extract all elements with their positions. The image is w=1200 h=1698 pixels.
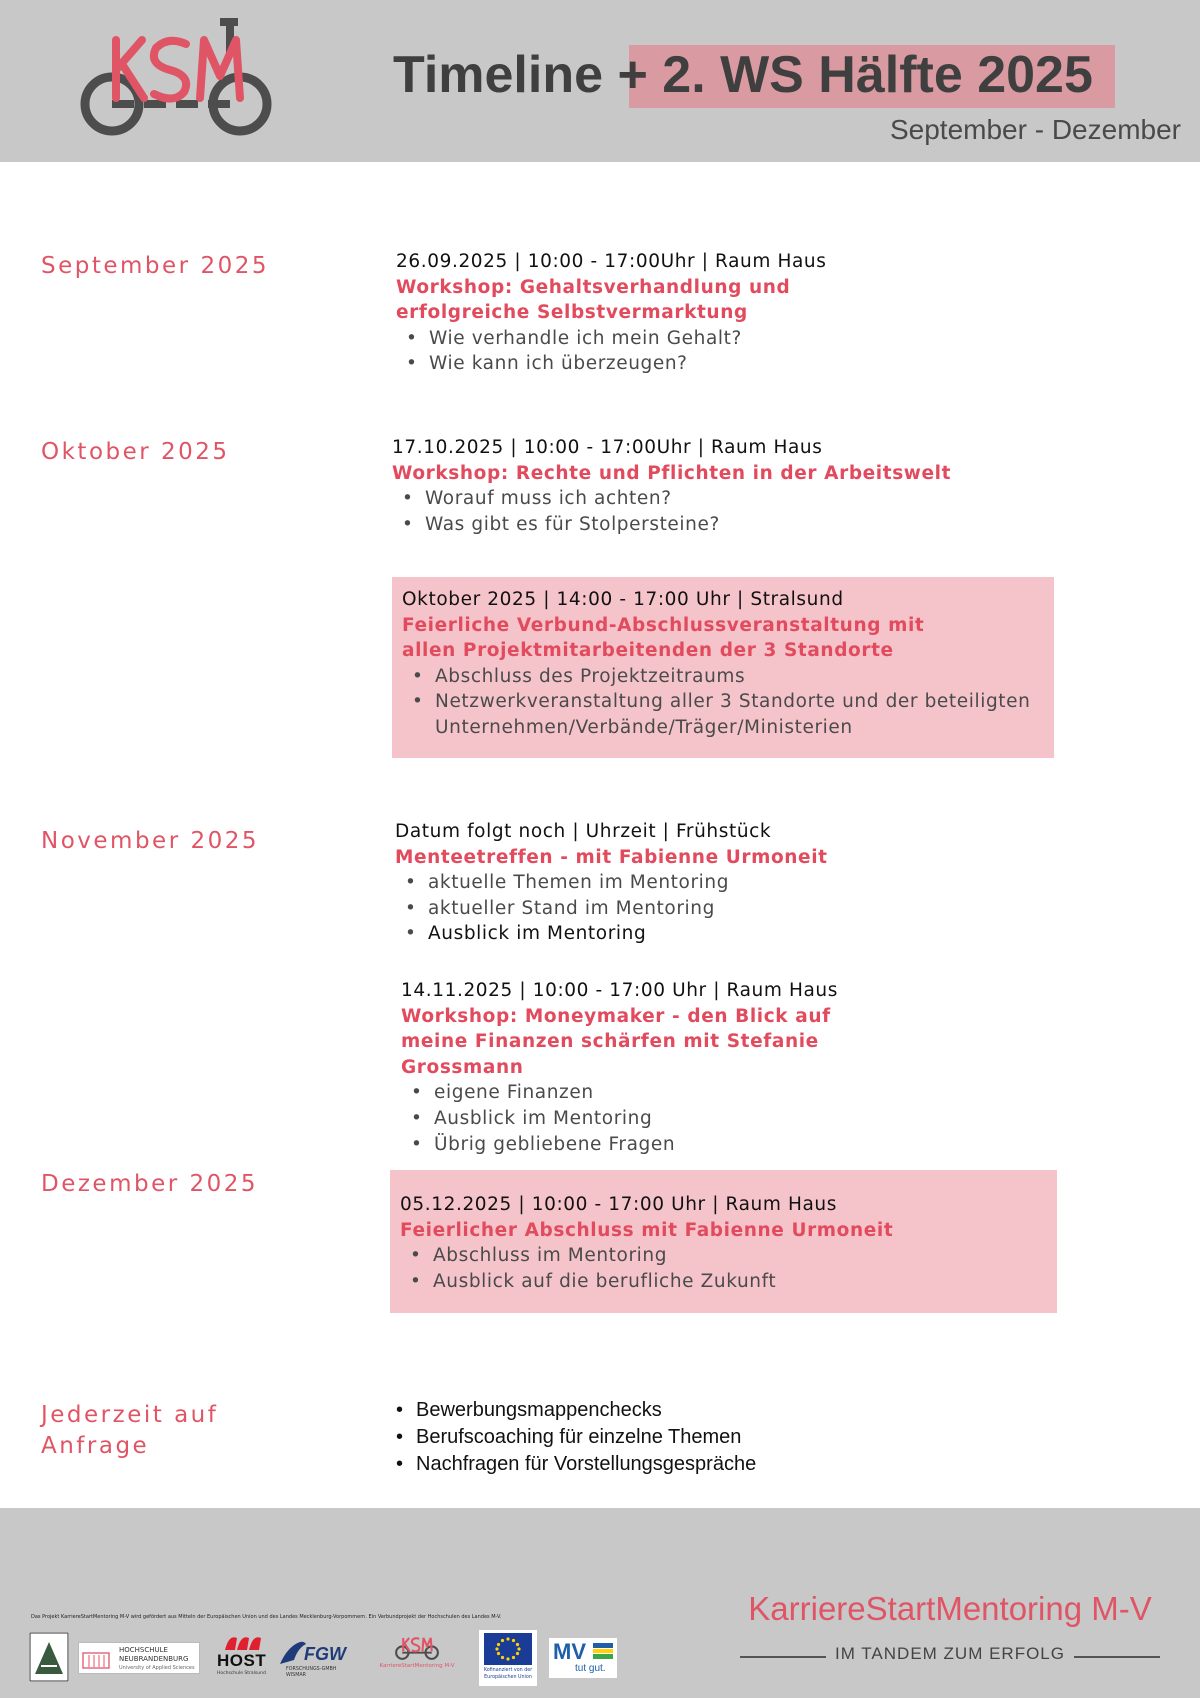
event-bullets xyxy=(402,664,1044,741)
event-bullets xyxy=(396,326,916,377)
event-moneymaker xyxy=(401,978,881,1157)
event-title: Workshop: Moneymaker - den Blick auf meine Finanzen schärfen mit Stefanie Grossmann xyxy=(401,1005,831,1078)
event-meta: 26.09.2025 | 10:00 - 17:00Uhr | Raum Haus xyxy=(396,251,827,272)
header-band xyxy=(0,0,1200,162)
eu-flag-icon xyxy=(484,1633,532,1665)
event-title: Workshop: Rechte und Pflichten in der Arbeitswelt xyxy=(392,462,952,484)
event-meta: Oktober 2025 | 14:00 - 17:00 Uhr | Stralsund xyxy=(402,589,844,610)
event-title: Feierlicher Abschluss mit Fabienne Urmoneit xyxy=(400,1219,894,1241)
list-item: • Ausblick im Mentoring xyxy=(395,921,995,947)
footer-band xyxy=(0,1508,1200,1698)
fgw-subtitle: FORSCHUNGS-GMBH WISMAR xyxy=(286,1667,337,1678)
list-item: • Wie kann ich überzeugen? xyxy=(396,351,916,377)
fgw-wordmark: FGW xyxy=(304,1644,346,1664)
month-heading-anytime: Jederzeit auf Anfrage xyxy=(41,1402,219,1459)
event-bullets xyxy=(401,1080,881,1157)
list-item: • Übrig gebliebene Fragen xyxy=(401,1132,881,1158)
list-item: • Berufscoaching für einzelne Themen xyxy=(390,1424,910,1451)
event-rechte-pflichten xyxy=(392,435,1012,537)
event-bullets xyxy=(392,486,1012,537)
hs-nb-line3: University of Applied Sciences xyxy=(119,1665,195,1671)
fgw-logo xyxy=(278,1636,350,1684)
eu-line1: Kofinanziert von der xyxy=(483,1668,533,1673)
list-item: • Abschluss im Mentoring xyxy=(400,1243,1047,1269)
mv-stripes-icon xyxy=(593,1643,613,1659)
mv-wordmark: MV xyxy=(553,1639,586,1664)
ksm-small-wordmark: KarriereStartMentoring M-V xyxy=(379,1663,455,1669)
ksm-bicycle-logo xyxy=(68,14,284,136)
event-meta: Datum folgt noch | Uhrzeit | Frühstück xyxy=(395,821,772,842)
list-item: • Was gibt es für Stolpersteine? xyxy=(392,512,1012,538)
wismar-emblem-icon xyxy=(29,1632,69,1682)
event-verbund-abschluss xyxy=(392,577,1054,758)
event-title: Workshop: Gehaltsverhandlung und erfolgreiche Selbstvermarktung xyxy=(396,276,791,324)
list-item: • Worauf muss ich achten? xyxy=(392,486,1012,512)
hs-wismar-logo xyxy=(29,1632,69,1682)
page-subtitle: September - Dezember xyxy=(889,114,1181,145)
month-heading-september: September 2025 xyxy=(41,253,269,279)
eu-cofunded-logo xyxy=(479,1630,537,1686)
event-feierlicher-abschluss xyxy=(390,1170,1057,1313)
event-meta: 05.12.2025 | 10:00 - 17:00 Uhr | Raum Haus xyxy=(400,1194,837,1215)
list-item: • Nachfragen für Vorstellungsgespräche xyxy=(390,1451,910,1478)
page-title: Timeline + 2. WS Hälfte 2025 xyxy=(393,46,1093,104)
month-heading-dezember: Dezember 2025 xyxy=(41,1171,259,1197)
list-item: • eigene Finanzen xyxy=(401,1080,881,1106)
list-item: • Ausblick im Mentoring xyxy=(401,1106,881,1132)
eu-line2: Europäischen Union xyxy=(484,1675,532,1680)
brand-divider-left xyxy=(740,1656,826,1658)
anytime-list xyxy=(390,1397,910,1478)
mv-tut-gut-logo xyxy=(549,1638,617,1678)
brand-divider-right xyxy=(1074,1656,1160,1658)
brand-tagline: IM TANDEM ZUM ERFOLG xyxy=(835,1644,1065,1663)
host-wordmark: HOST xyxy=(217,1651,267,1670)
brand-name: KarriereStartMentoring M-V xyxy=(748,1590,1152,1627)
list-item: • aktuelle Themen im Mentoring xyxy=(395,870,995,896)
list-item: • Abschluss des Projektzeitraums xyxy=(402,664,1044,690)
ksm-small-bicycle-icon xyxy=(392,1632,442,1660)
list-item: • Netzwerkveranstaltung aller 3 Standorte und der beteiligten Unternehmen/Verbände/Träger/Ministerien xyxy=(402,689,1044,740)
event-menteetreffen xyxy=(395,819,995,947)
host-wings-icon xyxy=(223,1634,263,1652)
hs-nb-building-icon xyxy=(82,1649,110,1669)
hs-nb-line1: HOCHSCHULE xyxy=(119,1646,168,1654)
month-heading-oktober: Oktober 2025 xyxy=(41,439,230,465)
funding-notice: Das Projekt KarriereStartMentoring M-V wird gefördert aus Mitteln der Europäischen Union und des Landes Mecklenburg-Vorpommern. Ein Verbundprojekt der Hochschulen des Landes M-V. xyxy=(31,1614,502,1620)
event-meta: 17.10.2025 | 10:00 - 17:00Uhr | Raum Haus xyxy=(392,437,823,458)
hs-nb-line2: NEUBRANDENBURG xyxy=(119,1655,189,1663)
list-item: • Bewerbungsmappenchecks xyxy=(390,1397,910,1424)
event-title: Feierliche Verbund-Abschlussveranstaltung mit allen Projektmitarbeitenden der 3 Standorte xyxy=(402,614,925,662)
event-title: Menteetreffen - mit Fabienne Urmoneit xyxy=(395,846,828,868)
partner-logos xyxy=(29,1630,629,1686)
list-item: • Ausblick auf die berufliche Zukunft xyxy=(400,1269,1047,1295)
host-subtitle: Hochschule Stralsund xyxy=(217,1671,266,1676)
karrierestartmentoring-brand xyxy=(730,1590,1170,1690)
month-heading-november: November 2025 xyxy=(41,828,259,854)
ksm-small-logo xyxy=(362,1632,472,1684)
event-gehaltsverhandlung xyxy=(396,249,916,377)
event-bullets xyxy=(400,1243,1047,1294)
hochschule-stralsund-logo xyxy=(215,1634,271,1682)
hs-neubrandenburg-logo xyxy=(78,1642,200,1674)
event-meta: 14.11.2025 | 10:00 - 17:00 Uhr | Raum Haus xyxy=(401,980,838,1001)
event-bullets xyxy=(395,870,995,947)
mv-subtitle: tut gut. xyxy=(575,1663,606,1674)
list-item: • aktueller Stand im Mentoring xyxy=(395,896,995,922)
list-item: • Wie verhandle ich mein Gehalt? xyxy=(396,326,916,352)
